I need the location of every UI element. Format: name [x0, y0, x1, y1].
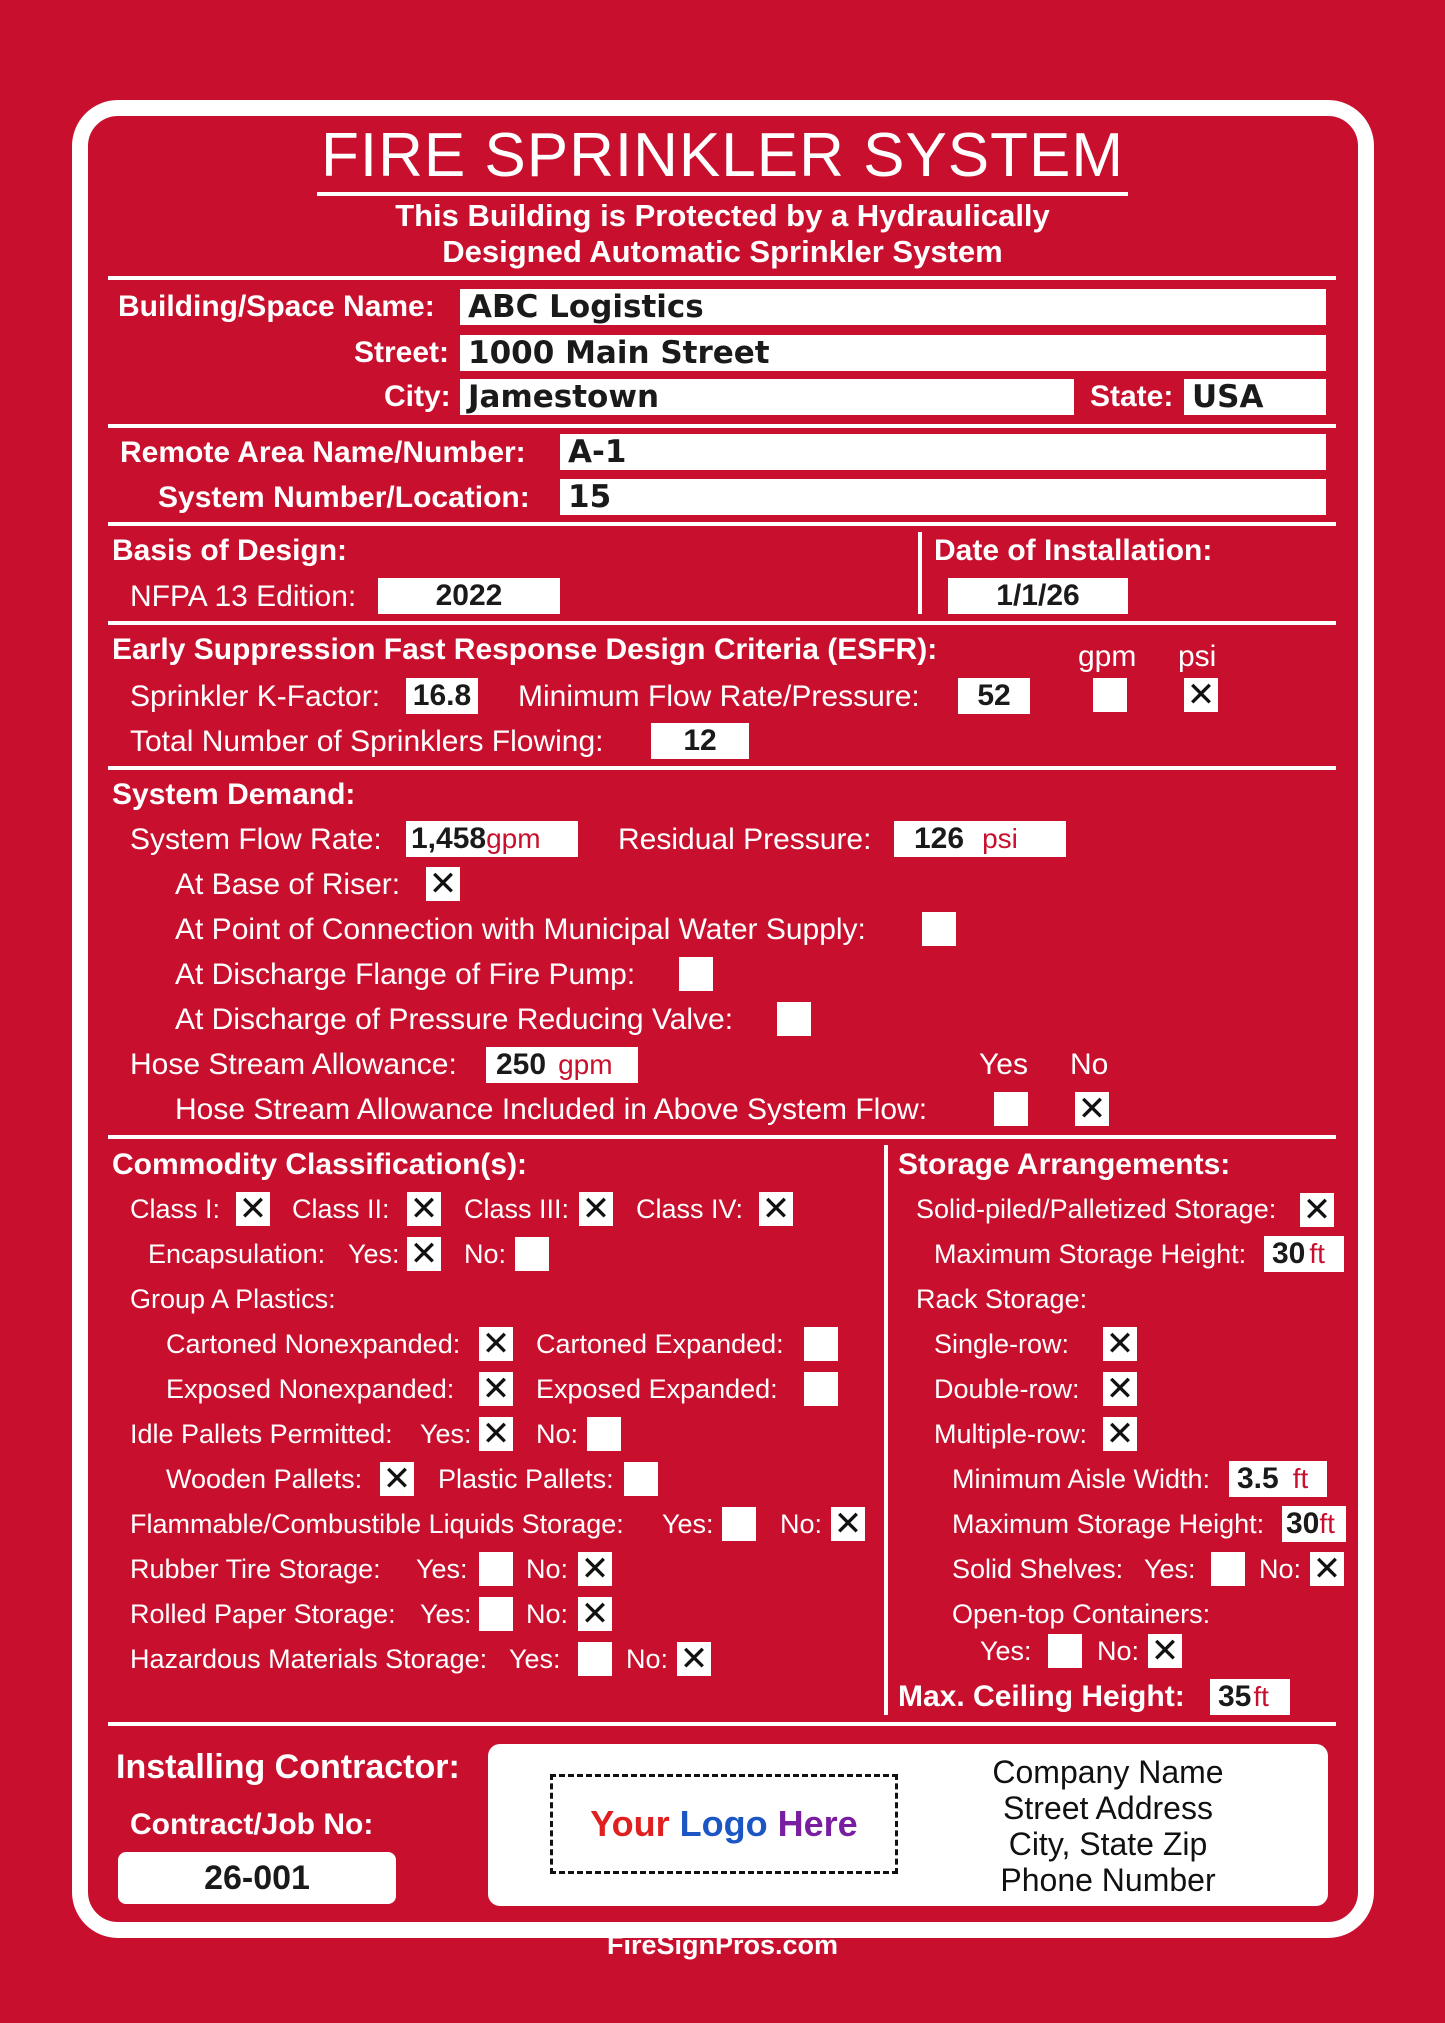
company-card	[488, 1744, 1328, 1906]
subtitle-line-1: This Building is Protected by a Hydraulically	[395, 198, 1050, 233]
solid-shelves-no-label: No:	[1259, 1554, 1302, 1584]
k-factor-field[interactable]: 16.8	[406, 678, 478, 714]
class-2-label: Class II:	[292, 1194, 390, 1224]
system-number-label: System Number/Location:	[158, 481, 530, 514]
exposed-expanded-label: Exposed Expanded:	[536, 1374, 778, 1404]
subtitle-line-2: Designed Automatic Sprinkler System	[442, 234, 1003, 269]
hazmat-label: Hazardous Materials Storage:	[130, 1644, 488, 1674]
install-date-label: Date of Installation:	[934, 534, 1213, 567]
prv-label: At Discharge of Pressure Reducing Valve:	[175, 1003, 734, 1036]
rolled-paper-no-checkbox[interactable]: ✕	[578, 1597, 612, 1631]
rack-storage-label: Rack Storage:	[916, 1284, 1088, 1314]
single-row-label: Single-row:	[934, 1329, 1070, 1359]
psi-checkbox[interactable]: ✕	[1184, 678, 1218, 712]
rack-max-height-field[interactable]: 30ft	[1282, 1506, 1346, 1542]
street-field[interactable]: 1000 Main Street	[460, 335, 1326, 371]
rack-max-height-label: Maximum Storage Height:	[952, 1509, 1265, 1539]
system-flow-field[interactable]: 1,458gpm	[406, 821, 578, 857]
class-1-checkbox[interactable]: ✕	[236, 1192, 270, 1226]
plastic-pallets-label: Plastic Pallets:	[438, 1464, 614, 1494]
hose-included-label: Hose Stream Allowance Included in Above System Flow:	[175, 1093, 928, 1126]
fire-pump-checkbox[interactable]	[679, 957, 713, 991]
hazmat-yes-checkbox[interactable]	[578, 1642, 612, 1676]
flammable-yes-label: Yes:	[662, 1509, 714, 1539]
rolled-paper-label: Rolled Paper Storage:	[130, 1599, 396, 1629]
max-storage-height-field[interactable]: 30 ft	[1264, 1236, 1344, 1272]
sign-title: FIRE SPRINKLER SYSTEM	[0, 120, 1445, 191]
class-2-checkbox[interactable]: ✕	[407, 1192, 441, 1226]
nfpa-edition-field[interactable]: 2022	[378, 578, 560, 614]
max-storage-height-label: Maximum Storage Height:	[934, 1239, 1247, 1269]
residual-pressure-label: Residual Pressure:	[618, 823, 872, 856]
solid-piled-label: Solid-piled/Palletized Storage:	[916, 1194, 1277, 1224]
company-info	[958, 1754, 1258, 1898]
company-name: Company Name	[992, 1754, 1224, 1790]
solid-shelves-no-checkbox[interactable]: ✕	[1310, 1552, 1344, 1586]
nfpa-edition-label: NFPA 13 Edition:	[130, 580, 357, 613]
double-row-checkbox[interactable]: ✕	[1103, 1372, 1137, 1406]
system-demand-heading: System Demand:	[112, 778, 356, 811]
open-top-yes-label: Yes:	[980, 1636, 1032, 1666]
hose-stream-field[interactable]: 250 gpm	[486, 1047, 638, 1083]
street-label: Street:	[354, 336, 450, 369]
municipal-connection-label: At Point of Connection with Municipal Water Supply:	[175, 913, 866, 946]
exposed-expanded-checkbox[interactable]	[804, 1372, 838, 1406]
municipal-connection-checkbox[interactable]	[922, 912, 956, 946]
rubber-tire-no-checkbox[interactable]: ✕	[578, 1552, 612, 1586]
encapsulation-label: Encapsulation:	[148, 1239, 326, 1269]
multiple-row-label: Multiple-row:	[934, 1419, 1088, 1449]
total-sprinklers-field[interactable]: 12	[651, 723, 749, 759]
divider	[108, 621, 1336, 625]
hazmat-no-label: No:	[626, 1644, 669, 1674]
hazmat-yes-label: Yes:	[509, 1644, 561, 1674]
divider	[108, 522, 1336, 526]
cartoned-expanded-checkbox[interactable]	[804, 1327, 838, 1361]
class-1-label: Class I:	[130, 1194, 221, 1224]
encapsulation-no-label: No:	[464, 1239, 507, 1269]
no-column-label: No	[1070, 1048, 1109, 1081]
storage-heading: Storage Arrangements:	[898, 1148, 1231, 1181]
building-name-field[interactable]: ABC Logistics	[460, 289, 1326, 325]
solid-shelves-label: Solid Shelves:	[952, 1554, 1124, 1584]
divider	[108, 424, 1336, 428]
encapsulation-yes-label: Yes:	[348, 1239, 400, 1269]
class-3-checkbox[interactable]: ✕	[579, 1192, 613, 1226]
remote-area-label: Remote Area Name/Number:	[120, 436, 526, 469]
base-of-riser-checkbox[interactable]: ✕	[426, 867, 460, 901]
flammable-yes-checkbox[interactable]	[722, 1507, 756, 1541]
building-name-label: Building/Space Name:	[118, 290, 435, 323]
exposed-nonexpanded-label: Exposed Nonexpanded:	[166, 1374, 455, 1404]
class-4-label: Class IV:	[636, 1194, 744, 1224]
flammable-no-label: No:	[780, 1509, 823, 1539]
company-street: Street Address	[1003, 1790, 1213, 1826]
plastic-pallets-checkbox[interactable]	[624, 1462, 658, 1496]
remote-area-field[interactable]: A-1	[560, 434, 1326, 470]
k-factor-label: Sprinkler K-Factor:	[130, 680, 381, 713]
open-top-yes-checkbox[interactable]	[1048, 1634, 1082, 1668]
flammable-liquids-label: Flammable/Combustible Liquids Storage:	[130, 1509, 624, 1539]
double-row-label: Double-row:	[934, 1374, 1080, 1404]
base-of-riser-label: At Base of Riser:	[175, 868, 401, 901]
solid-piled-checkbox[interactable]: ✕	[1300, 1193, 1334, 1227]
esfr-heading: Early Suppression Fast Response Design Criteria (ESFR):	[112, 633, 938, 666]
open-top-no-label: No:	[1097, 1636, 1140, 1666]
gpm-column-label: gpm	[1078, 640, 1137, 673]
city-label: City:	[384, 380, 451, 413]
prv-checkbox[interactable]	[777, 1002, 811, 1036]
footer-url[interactable]: FireSignPros.com	[606, 1930, 839, 1960]
rolled-paper-yes-checkbox[interactable]	[479, 1597, 513, 1631]
class-3-label: Class III:	[464, 1194, 570, 1224]
state-field[interactable]: USA	[1184, 379, 1326, 415]
open-top-no-checkbox[interactable]: ✕	[1148, 1634, 1182, 1668]
basis-of-design-label: Basis of Design:	[112, 534, 348, 567]
group-a-plastics-label: Group A Plastics:	[130, 1284, 336, 1314]
rolled-paper-no-label: No:	[526, 1599, 569, 1629]
cartoned-nonexpanded-label: Cartoned Nonexpanded:	[166, 1329, 461, 1359]
multiple-row-checkbox[interactable]: ✕	[1103, 1417, 1137, 1451]
company-phone: Phone Number	[1000, 1862, 1216, 1898]
job-number-label: Contract/Job No:	[130, 1808, 374, 1841]
state-label: State:	[1090, 380, 1174, 413]
solid-shelves-yes-checkbox[interactable]	[1211, 1552, 1245, 1586]
installing-contractor-heading: Installing Contractor:	[116, 1748, 460, 1786]
aisle-width-label: Minimum Aisle Width:	[952, 1464, 1211, 1494]
solid-shelves-yes-label: Yes:	[1144, 1554, 1196, 1584]
logo-word-3: Here	[777, 1803, 858, 1844]
wooden-pallets-label: Wooden Pallets:	[166, 1464, 363, 1494]
idle-pallets-yes-checkbox[interactable]: ✕	[479, 1417, 513, 1451]
total-sprinklers-label: Total Number of Sprinklers Flowing:	[130, 725, 604, 758]
ceiling-height-label: Max. Ceiling Height:	[898, 1680, 1185, 1713]
company-city: City, State Zip	[1008, 1826, 1208, 1862]
hose-stream-label: Hose Stream Allowance:	[130, 1048, 457, 1081]
idle-pallets-yes-label: Yes:	[420, 1419, 472, 1449]
rubber-tire-label: Rubber Tire Storage:	[130, 1554, 381, 1584]
gpm-checkbox[interactable]	[1093, 678, 1127, 712]
encapsulation-no-checkbox[interactable]	[515, 1237, 549, 1271]
commodity-heading: Commodity Classification(s):	[112, 1148, 528, 1181]
divider	[108, 1722, 1336, 1726]
rubber-tire-yes-label: Yes:	[416, 1554, 468, 1584]
single-row-checkbox[interactable]: ✕	[1103, 1327, 1137, 1361]
divider	[108, 766, 1336, 770]
idle-pallets-label: Idle Pallets Permitted:	[130, 1419, 393, 1449]
idle-pallets-no-label: No:	[536, 1419, 579, 1449]
flammable-no-checkbox[interactable]: ✕	[831, 1507, 865, 1541]
wooden-pallets-checkbox[interactable]: ✕	[380, 1462, 414, 1496]
hazmat-no-checkbox[interactable]: ✕	[677, 1642, 711, 1676]
hose-included-no-checkbox[interactable]: ✕	[1075, 1092, 1109, 1126]
hose-included-yes-checkbox[interactable]	[994, 1092, 1028, 1126]
open-top-label: Open-top Containers:	[952, 1599, 1211, 1629]
install-date-field[interactable]: 1/1/26	[948, 578, 1128, 614]
class-4-checkbox[interactable]: ✕	[759, 1192, 793, 1226]
ceiling-height-field[interactable]: 35ft	[1210, 1679, 1290, 1715]
cartoned-expanded-label: Cartoned Expanded:	[536, 1329, 784, 1359]
min-flow-label: Minimum Flow Rate/Pressure:	[518, 680, 920, 713]
divider	[108, 276, 1336, 280]
rubber-tire-no-label: No:	[526, 1554, 569, 1584]
encapsulation-yes-checkbox[interactable]: ✕	[407, 1237, 441, 1271]
system-flow-label: System Flow Rate:	[130, 823, 382, 856]
min-flow-field[interactable]: 52	[958, 678, 1030, 714]
exposed-nonexpanded-checkbox[interactable]: ✕	[479, 1372, 513, 1406]
divider	[918, 532, 922, 614]
fire-pump-label: At Discharge Flange of Fire Pump:	[175, 958, 636, 991]
logo-placeholder[interactable]	[550, 1774, 898, 1874]
residual-pressure-field[interactable]: 126 psi	[894, 821, 1066, 857]
divider	[108, 1135, 1336, 1139]
yes-column-label: Yes	[979, 1048, 1028, 1081]
divider	[884, 1145, 888, 1715]
city-field[interactable]: Jamestown	[460, 379, 1074, 415]
rolled-paper-yes-label: Yes:	[420, 1599, 472, 1629]
logo-word-1: Your	[590, 1803, 670, 1844]
rubber-tire-yes-checkbox[interactable]	[479, 1552, 513, 1586]
cartoned-nonexpanded-checkbox[interactable]: ✕	[479, 1327, 513, 1361]
logo-word-2: Logo	[679, 1803, 768, 1844]
idle-pallets-no-checkbox[interactable]	[587, 1417, 621, 1451]
system-number-field[interactable]: 15	[560, 479, 1326, 515]
job-number-field[interactable]: 26-001	[118, 1852, 396, 1904]
psi-column-label: psi	[1178, 640, 1217, 673]
aisle-width-field[interactable]: 3.5 ft	[1229, 1461, 1327, 1497]
